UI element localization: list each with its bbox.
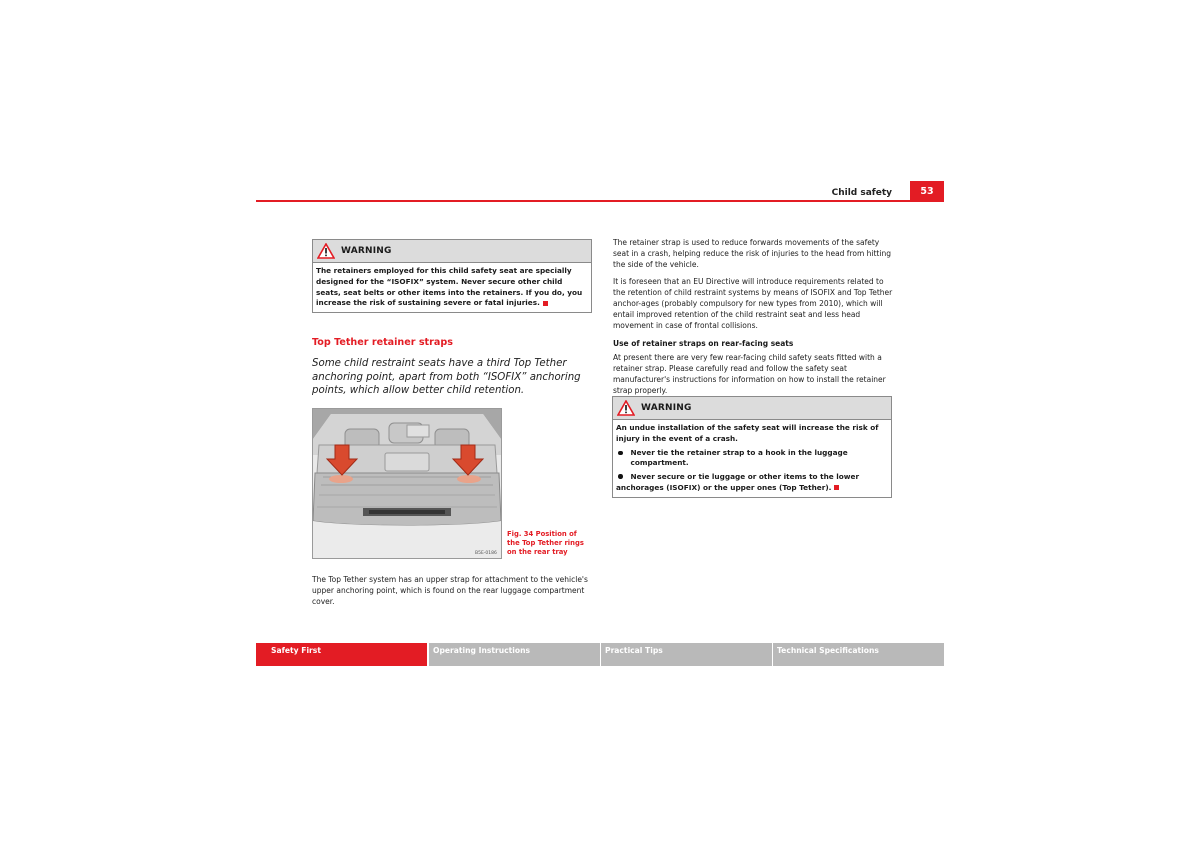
end-mark-icon xyxy=(834,485,839,490)
rear-tray-illustration xyxy=(313,409,501,558)
warning-title: WARNING xyxy=(641,403,692,413)
warning-header xyxy=(613,397,891,420)
bullet-icon xyxy=(618,451,623,456)
warning-bullet xyxy=(616,448,888,470)
figure-caption: Fig. 34 Position of the Top Tether rings on the rear tray xyxy=(507,530,584,556)
warning-text: The retainers employed for this child safety seat are specially designed for the “ISOFIX” system. Never secure other child seats, seat belts or other items into the retainers. If you do, you increase the risk of sustaining severe or fatal injuries. xyxy=(316,266,583,308)
retainer-strap-paragraph: The retainer strap is used to reduce forwards movements of the safety seat in a crash, helping reduce the risk of injuries to the head from hitting the side of the vehicle. xyxy=(613,238,891,269)
warning-header xyxy=(313,240,591,263)
warning-triangle-icon xyxy=(617,400,635,416)
rear-facing-subheading: Use of retainer straps on rear-facing seats xyxy=(613,339,794,348)
section-title: Child safety xyxy=(831,188,892,198)
tab-practical-tips[interactable]: Practical Tips xyxy=(601,643,772,666)
figure-rear-tray-image xyxy=(312,408,502,559)
end-mark-icon xyxy=(543,301,548,306)
section-intro: Some child restraint seats have a third Top Tether anchoring point, apart from both “ISOFIX” anchoring points, which allow better child retention. xyxy=(312,358,581,396)
tab-operating-instructions[interactable]: Operating Instructions xyxy=(429,643,600,666)
tab-safety-first[interactable]: Safety First xyxy=(256,643,427,666)
header-rule xyxy=(256,200,944,202)
figure-code: B5E-0186 xyxy=(475,551,497,556)
section-heading: Top Tether retainer straps xyxy=(312,337,453,348)
warning-box-isofix xyxy=(312,239,592,313)
warning-body xyxy=(613,420,891,497)
top-tether-paragraph: The Top Tether system has an upper strap for attachment to the vehicle's upper anchoring point, which is found on the rear luggage compartment cover. xyxy=(312,575,588,606)
bullet-icon xyxy=(618,474,623,479)
warning-bullet-text: Never secure or tie luggage or other items to the lower anchorages (ISOFIX) or the upper ones (Top Tether). xyxy=(616,472,860,492)
warning-bullet-text: Never tie the retainer strap to a hook in the luggage compartment. xyxy=(630,447,848,468)
warning-body xyxy=(313,263,591,312)
warning-bullet xyxy=(616,472,888,494)
tab-technical-specifications[interactable]: Technical Specifications xyxy=(773,643,944,666)
warning-triangle-icon xyxy=(317,243,335,259)
eu-directive-paragraph: It is foreseen that an EU Directive will introduce requirements related to the retention of child restraint systems by means of ISOFIX and Top Tether anchor-ages (probably compulsory for new types from 2010), which will entail improved retention of the child restraint seat and less head movement in case of frontal collisions. xyxy=(613,277,893,330)
warning-box-installation xyxy=(612,396,892,498)
warning-title: WARNING xyxy=(341,246,392,256)
page-number: 53 xyxy=(910,181,944,201)
warning-text: An undue installation of the safety seat will increase the risk of injury in the event of a crash. xyxy=(616,423,879,443)
rear-facing-paragraph: At present there are very few rear-facing child safety seats fitted with a retainer strap. Please carefully read and follow the safety seat manufacturer's instructions for information on how to install the retainer strap properly. xyxy=(613,353,886,395)
